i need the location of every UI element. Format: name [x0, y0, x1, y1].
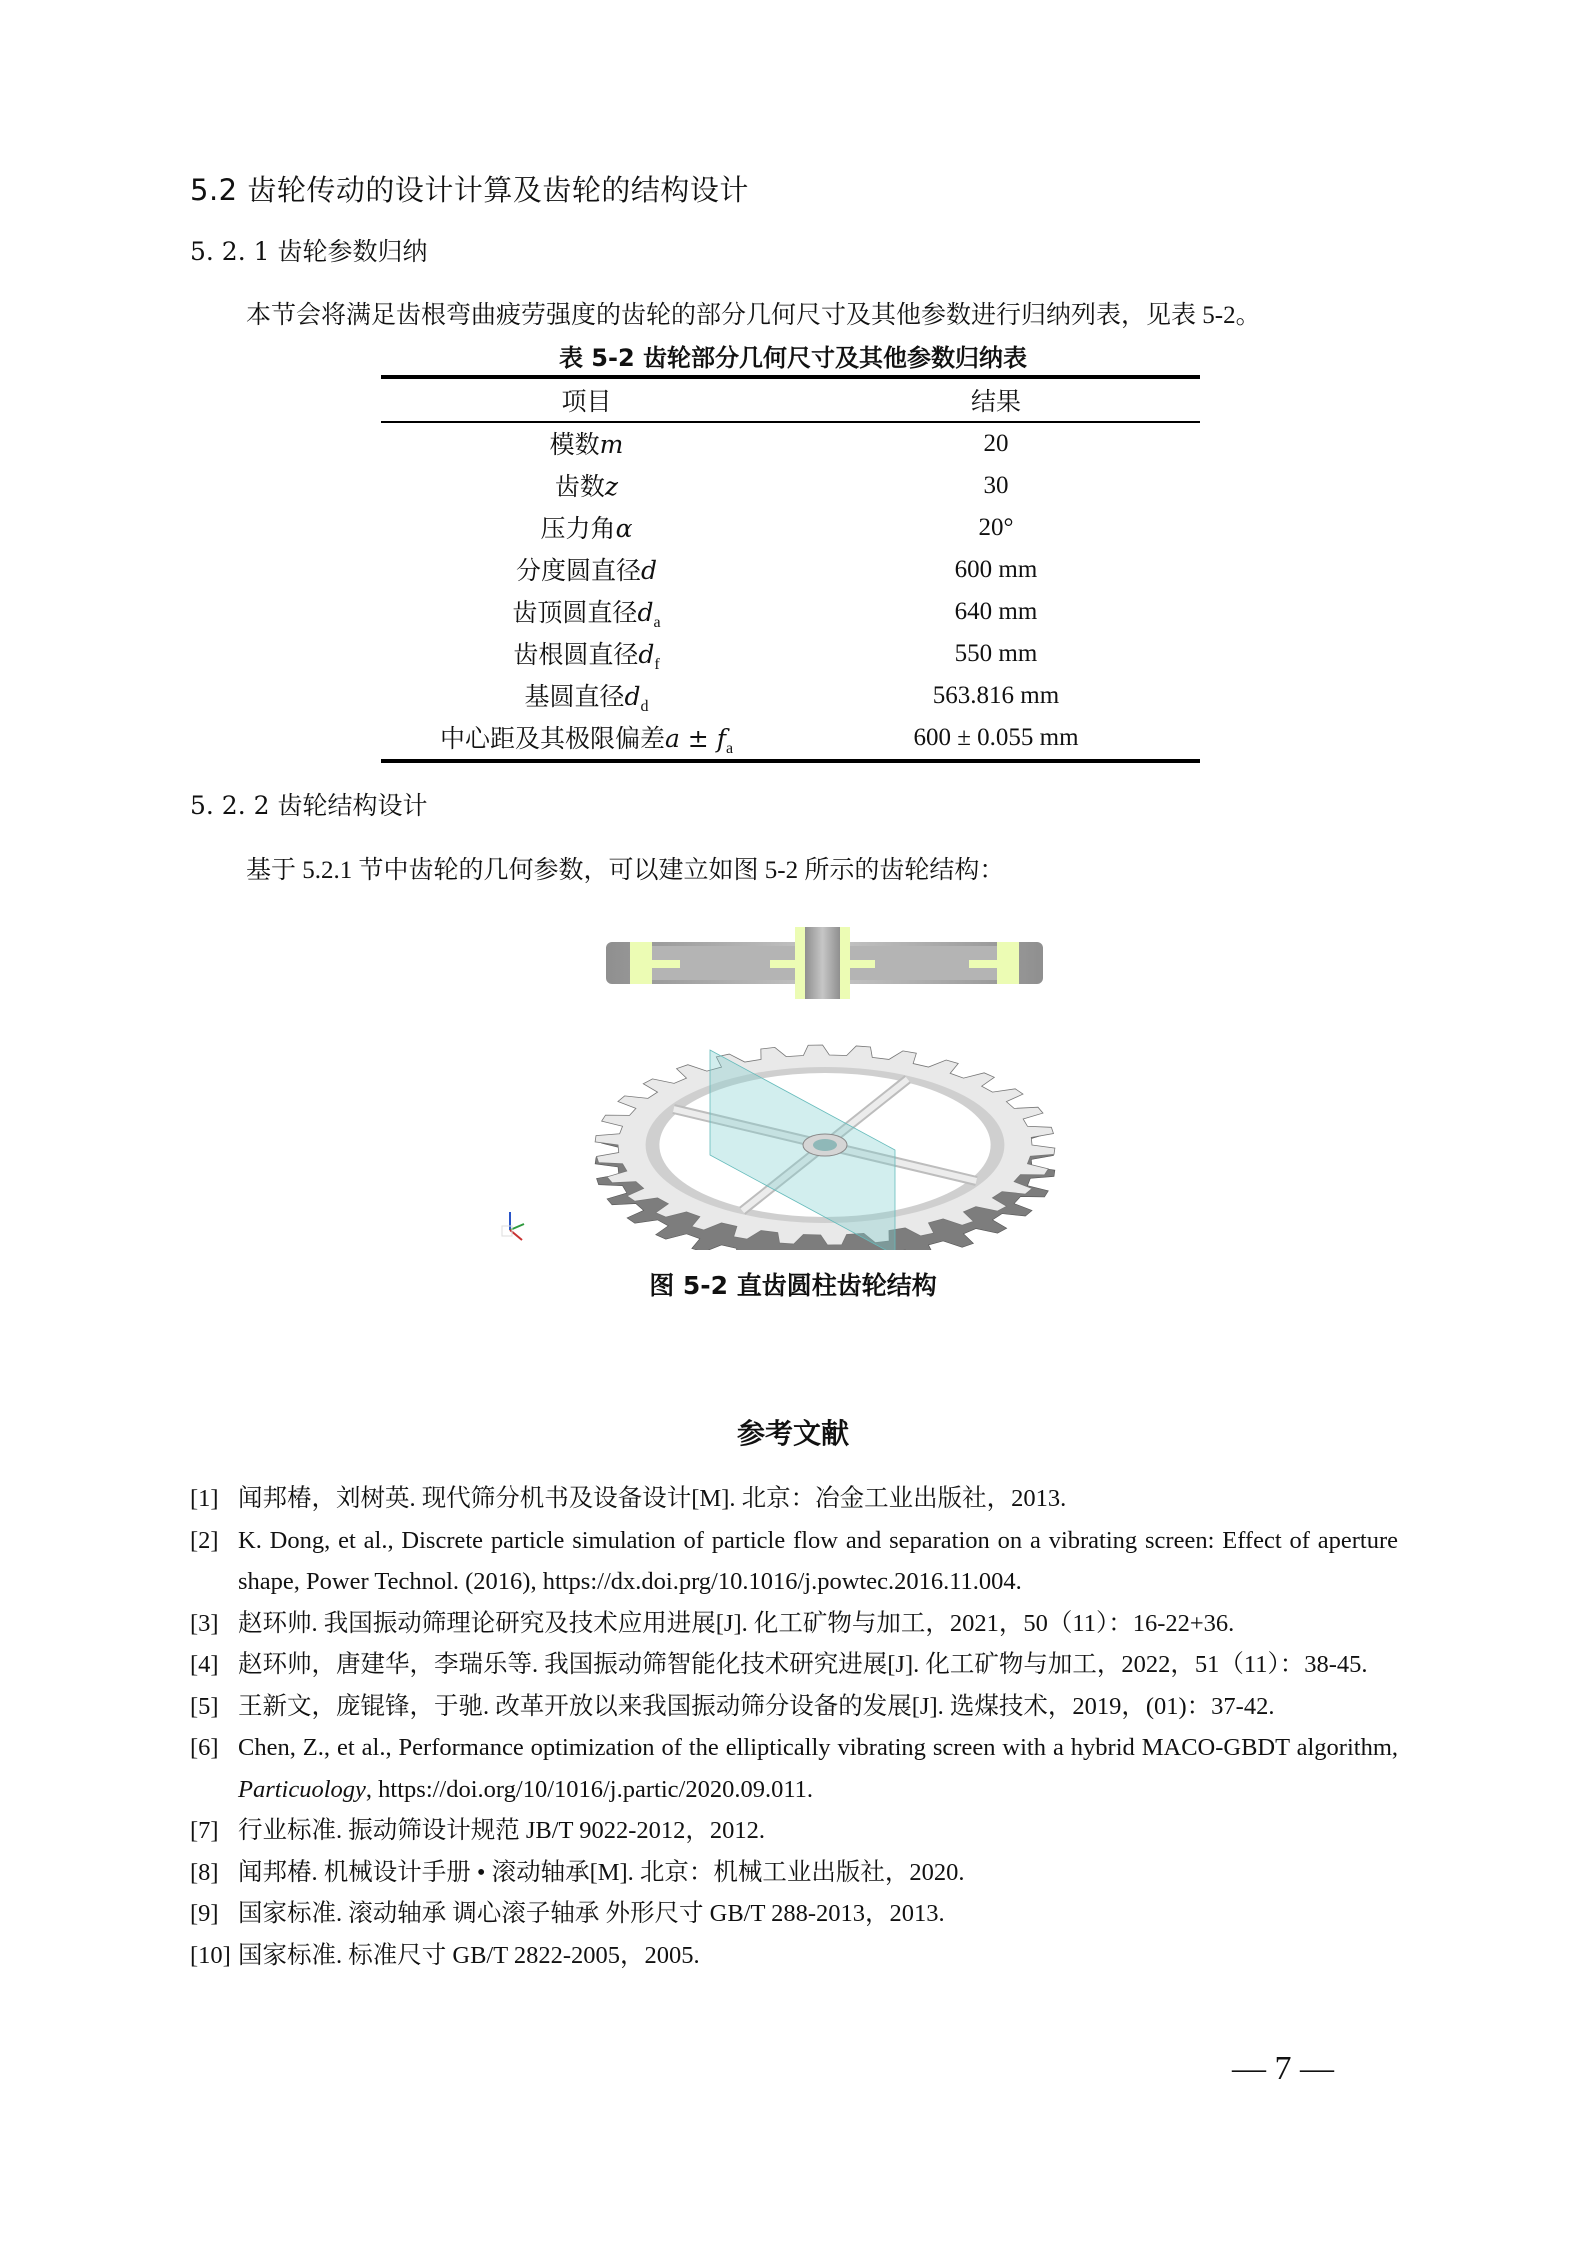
reference-number: [1] — [190, 1485, 219, 1512]
reference-text: 国家标准. 滚动轴承 调心滚子轴承 外形尺寸 GB/T 288-2013，2013. — [238, 1900, 945, 1927]
paragraph-figure-intro: 基于 5.2.1 节中齿轮的几何参数，可以建立如图 5-2 所示的齿轮结构： — [246, 857, 1005, 884]
references-list — [190, 1478, 1398, 1976]
label-text: 中心距及其极限偏差 — [439, 725, 665, 753]
subscript: a — [653, 613, 661, 631]
table-header-row — [381, 379, 1200, 421]
label-text: 齿数 — [554, 473, 605, 501]
section-heading: 5.2 齿轮传动的设计计算及齿轮的结构设计 — [190, 173, 749, 207]
row-label — [381, 551, 792, 590]
table-row — [381, 423, 1200, 465]
reference-item — [190, 1935, 1398, 1977]
row-label — [381, 467, 792, 506]
row-label — [381, 593, 792, 632]
table-row — [381, 549, 1200, 591]
reference-item — [190, 1478, 1398, 1520]
row-label — [381, 719, 792, 758]
table-bottom-rule — [381, 759, 1200, 763]
reference-text: 行业标准. 振动筛设计规范 JB/T 9022-2012，2012. — [238, 1817, 765, 1844]
row-label — [381, 635, 792, 674]
references-heading: 参考文献 — [736, 1417, 849, 1450]
parameter-table — [381, 375, 1200, 763]
table-row — [381, 507, 1200, 549]
symbol: m — [599, 429, 624, 459]
row-label — [381, 425, 792, 464]
symbol: d — [641, 555, 658, 585]
header-result: 结果 — [970, 389, 1021, 416]
label-text: 压力角 — [540, 515, 616, 543]
label-text: 齿根圆直径 — [513, 641, 639, 669]
row-value: 30 — [983, 472, 1009, 499]
reference-number: [5] — [190, 1692, 219, 1720]
reference-text: 国家标准. 标准尺寸 GB/T 2822-2005，2005. — [238, 1941, 700, 1969]
reference-text: 闻邦椿，刘树英. 现代筛分机书及设备设计[M]. 北京：冶金工业出版社，2013. — [238, 1485, 1067, 1512]
row-value: 20 — [983, 430, 1009, 457]
row-value: 20° — [978, 514, 1014, 541]
header-item: 项目 — [561, 389, 612, 416]
symbol: a ± f — [664, 723, 726, 753]
row-value: 600 mm — [954, 556, 1038, 583]
reference-item — [190, 1520, 1398, 1603]
reference-number: [6] — [190, 1734, 219, 1761]
table-row — [381, 633, 1200, 675]
reference-number: [8] — [190, 1858, 219, 1886]
reference-item — [190, 1810, 1398, 1852]
gear-side-view — [606, 927, 1043, 999]
reference-item — [190, 1852, 1398, 1894]
gear-isometric-view — [595, 1045, 1055, 1250]
symbol: d — [638, 639, 655, 669]
table-caption: 表 5-2 齿轮部分几何尺寸及其他参数归纳表 — [558, 344, 1028, 372]
reference-item — [190, 1727, 1398, 1810]
subscript: d — [640, 697, 649, 715]
label-text: 分度圆直径 — [515, 557, 641, 585]
row-label — [381, 509, 792, 548]
reference-number: [2] — [190, 1526, 219, 1554]
figure-caption: 图 5-2 直齿圆柱齿轮结构 — [649, 1271, 937, 1300]
symbol: d — [637, 597, 654, 627]
reference-text: 赵环帅. 我国振动筛理论研究及技术应用进展[J]. 化工矿物与加工，2021，50（11）：16-22+36. — [238, 1609, 1235, 1637]
reference-text: 王新文，庞锟锋，于驰. 改革开放以来我国振动筛分设备的发展[J]. 选煤技术，2019，(01)：37-42. — [238, 1692, 1275, 1720]
row-value: 600 ± 0.055 mm — [913, 724, 1079, 751]
symbol: α — [615, 513, 633, 543]
reference-text: 赵环帅，唐建华，李瑞乐等. 我国振动筛智能化技术研究进展[J]. 化工矿物与加工，2022，51（11）：38-45. — [238, 1651, 1368, 1678]
reference-number: [3] — [190, 1609, 219, 1637]
reference-item — [190, 1603, 1398, 1645]
row-value: 563.816 mm — [932, 682, 1060, 709]
row-value: 640 mm — [954, 598, 1038, 625]
table-row — [381, 675, 1200, 717]
section-highlight — [997, 942, 1019, 984]
label-text: 基圆直径 — [524, 683, 625, 711]
subsection-heading-5-2-1: 5. 2. 1 齿轮参数归纳 — [190, 237, 428, 266]
row-label — [381, 677, 792, 716]
reference-text: Chen, Z., et al., Performance optimization of the elliptically vibrating screen with a hybrid MACO-GBDT algorithm, Particuology, https://doi.org/10/1016/j.partic/2020.09.011. — [238, 1734, 1398, 1803]
label-text: 齿顶圆直径 — [512, 599, 638, 627]
gear-figure — [500, 910, 1100, 1250]
table-row — [381, 717, 1200, 759]
table-row — [381, 465, 1200, 507]
reference-number: [7] — [190, 1817, 219, 1844]
reference-number: [10] — [190, 1941, 231, 1969]
subsection-heading-5-2-2: 5. 2. 2 齿轮结构设计 — [190, 791, 428, 820]
paragraph-intro: 本节会将满足齿根弯曲疲劳强度的齿轮的部分几何尺寸及其他参数进行归纳列表，见表 5-2。 — [246, 302, 1261, 329]
label-text: 模数 — [549, 431, 600, 459]
axis-triad-icon — [502, 1212, 524, 1240]
gear-illustration — [500, 910, 1100, 1250]
subscript: f — [654, 655, 660, 673]
reference-text: K. Dong, et al., Discrete particle simulation of particle flow and separation on a vibrating screen: Effect of aperture shape, Power Technol. (2016), https://dx.doi.prg/10.1016/j.powtec.2016.11.004. — [238, 1526, 1398, 1595]
reference-number: [4] — [190, 1651, 219, 1678]
reference-item — [190, 1686, 1398, 1728]
table-row — [381, 591, 1200, 633]
subscript: a — [725, 739, 734, 757]
symbol: z — [604, 471, 619, 501]
reference-item — [190, 1893, 1398, 1935]
reference-text: 闻邦椿. 机械设计手册 • 滚动轴承[M]. 北京：机械工业出版社，2020. — [238, 1858, 965, 1886]
reference-number: [9] — [190, 1900, 219, 1927]
page-number: — 7 — — [1232, 2050, 1334, 2087]
row-value: 550 mm — [954, 640, 1038, 667]
symbol: d — [624, 681, 641, 711]
section-highlight — [630, 942, 652, 984]
reference-item — [190, 1644, 1398, 1686]
